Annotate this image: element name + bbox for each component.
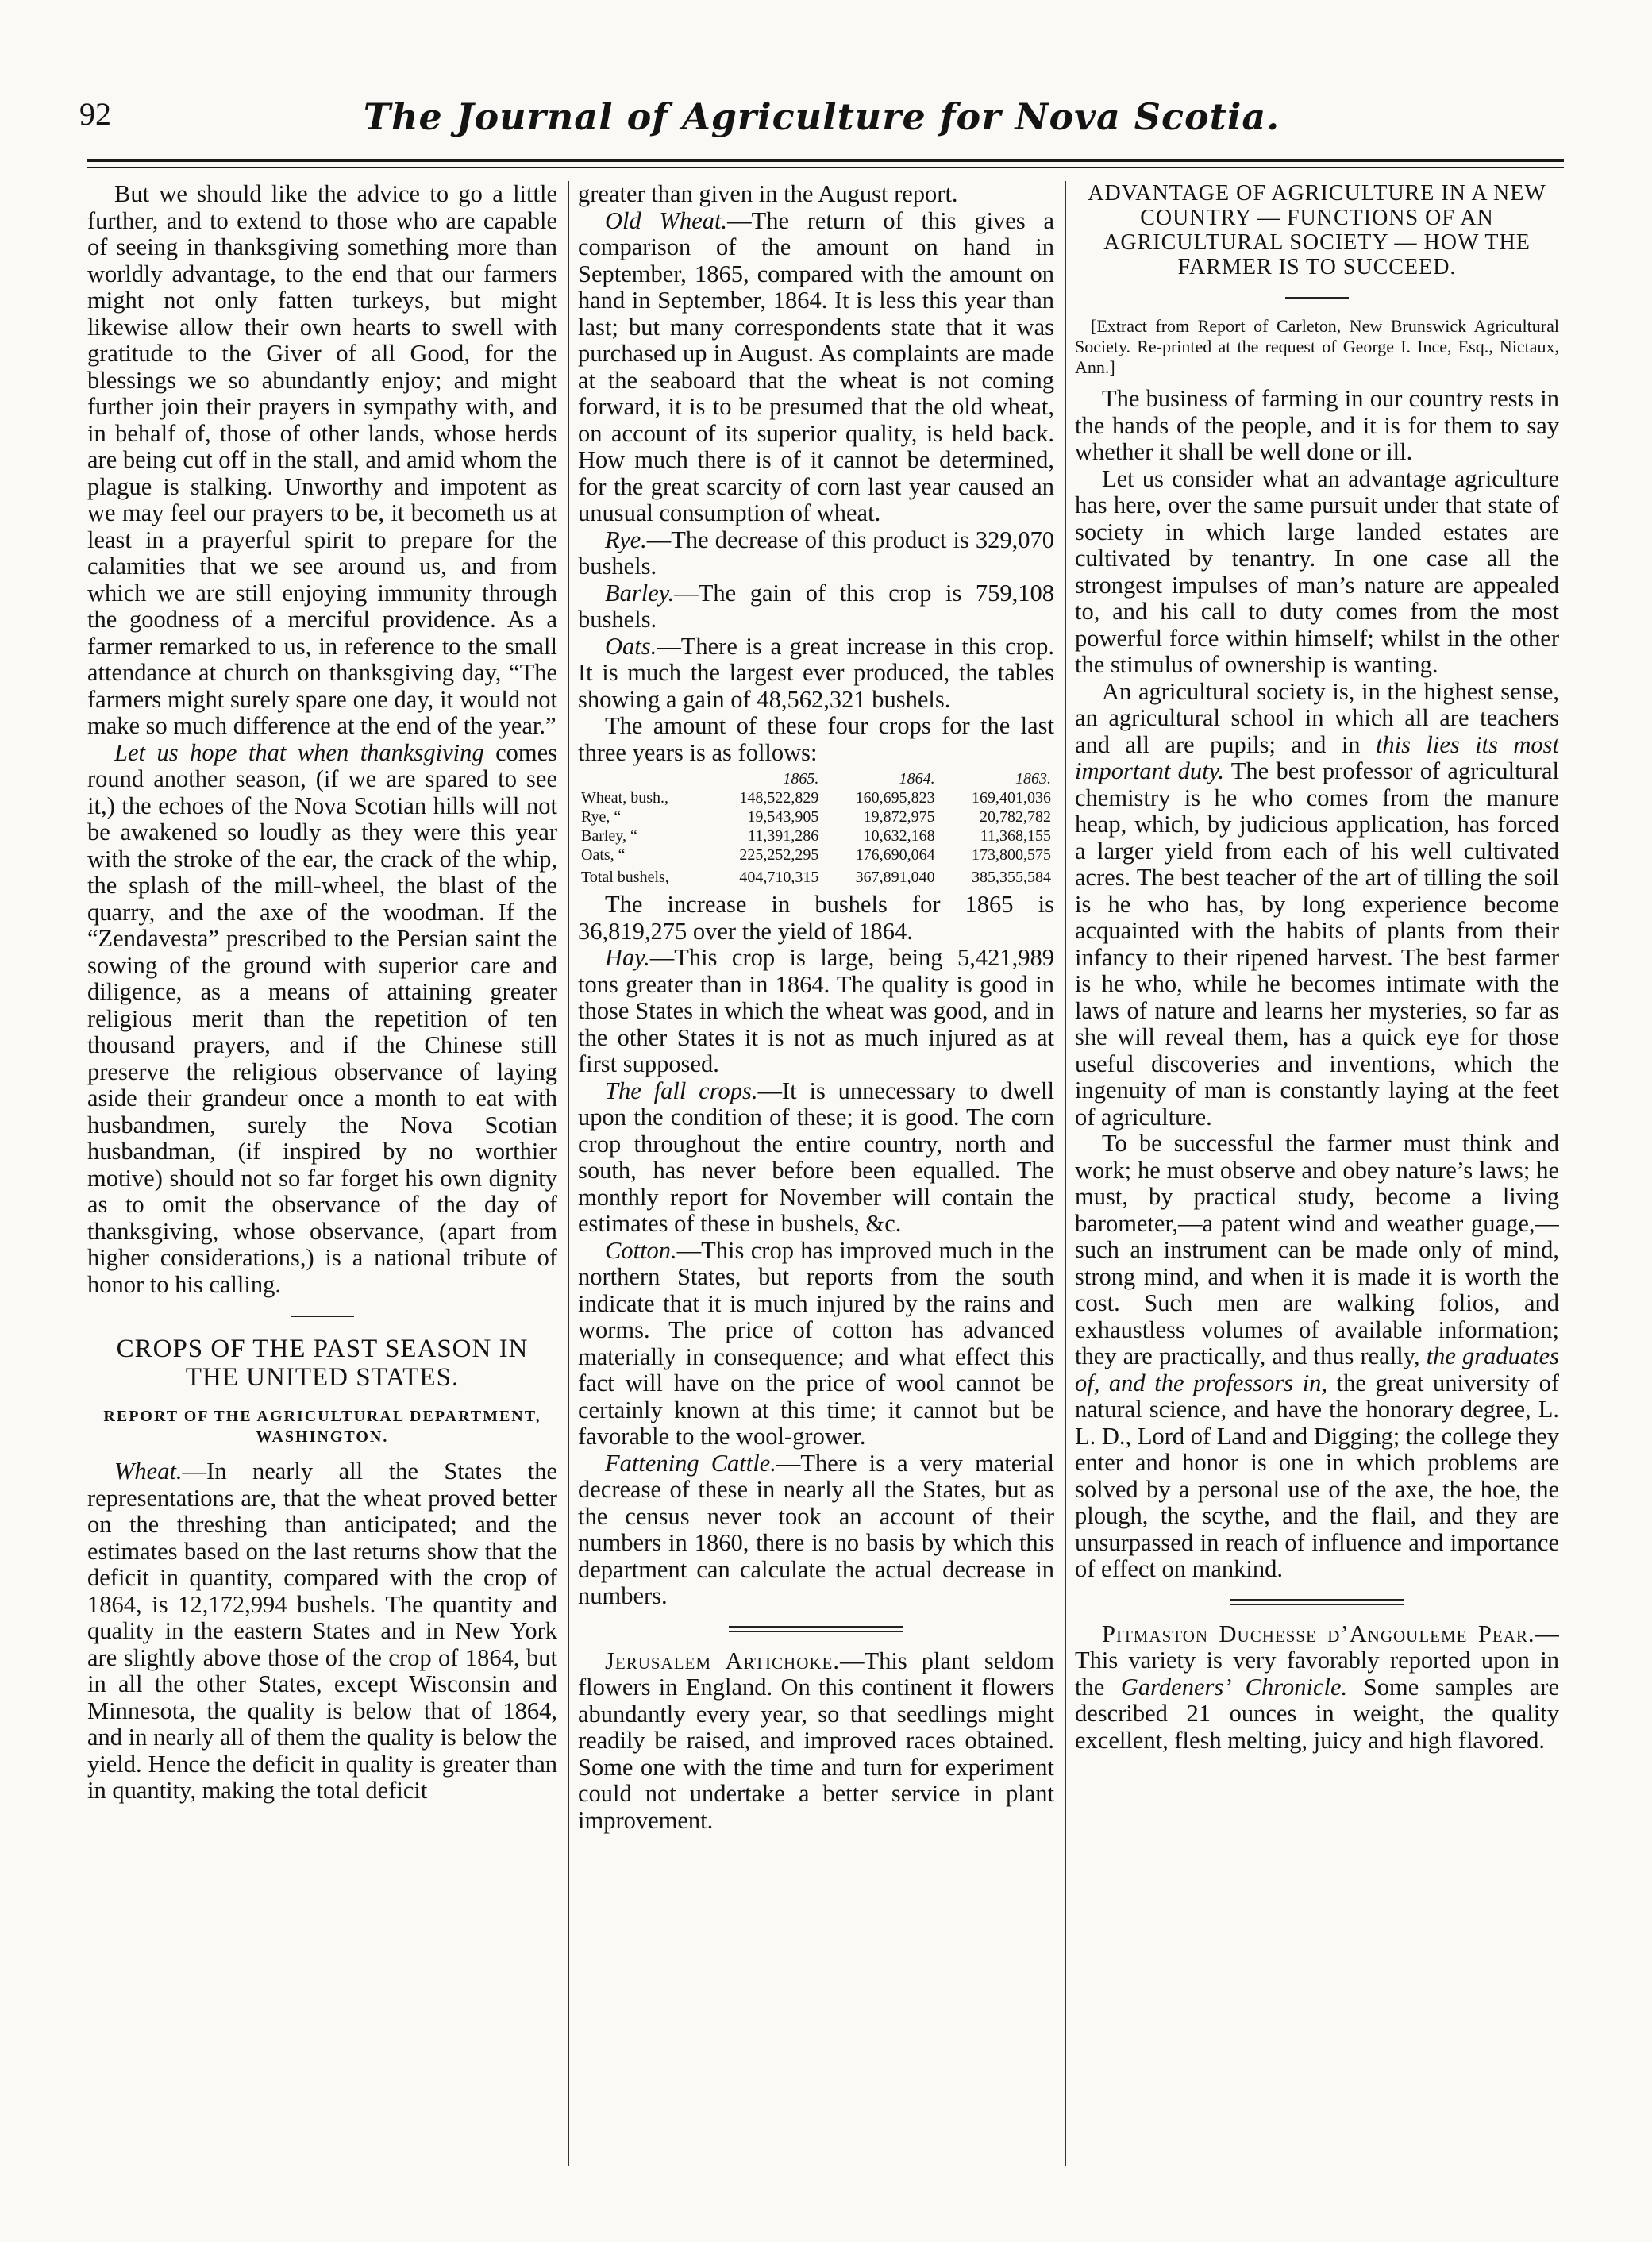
farming-paragraph-3 [1075,679,1559,1131]
old-wheat-text: —The return of this gives a comparison of the amount on hand in September, 1865, compared with the amount on hand in September, 1864. It is less this year than last; but many correspondents state that it was purchased up in August. As complaints are made at the seaboard that the wheat is not coming forward, it is to be presumed that the old wheat, on account of its superior quality, is held back. How much there is of it cannot be determined, for the great scarcity of corn last year caused an unusual consumption of wheat. [578,206,1054,526]
hay-label: Hay. [605,944,650,971]
oats-paragraph [578,634,1054,714]
thanksgiving-paragraph-2-text: comes round another season, (if we are spared to see it,) the echoes of the Nova Scotian hills will not be awakened so loudly as they were this year with the stroke of the ear, the crack of the whip, the splash of the mill-wheel, the blast of the quarry, and the axe of the woodman. If the “Zendavesta” prescribed to the Persian saint the sowing of the ground with superior care and diligence, as a means of attaining greater religious merit than the repetition of ten thousand prayers, and if the Chinese still preserve the religious observance of laying aside their grandeur once a month to eat with husbandmen, surely the Nova Scotian husbandman, (if inspired by no worthier motive) should not so far forget his own dignity as to omit the observance of the day of thanksgiving, whose observance, (apart from higher considerations,) is a national tribute of honor to his calling. [87,738,557,1298]
barley-text: —The gain of this crop is 759,108 bushels. [578,579,1054,633]
thanksgiving-paragraph-1: But we should like the advice to go a little further, and to extend to those who are capable of seeing in thanksgiving something more than worldly advantage, to the end that our farmers might not only fatten turkeys, but might likewise allow their own hearts to swell with gratitude to the Giver of all Good, for the blessings we so abundantly enjoy; and might further join their prayers in sympathy with, and in behalf of, those of other lands, whose herds are being cut off in the stall, and amid whom the plague is stalking. Unworthy and impotent as we may feel our prayers to be, it becometh us at least in a prayerful spirit to prepare for the calamities that we see around us, and from which we are still enjoying immunity through the goodness of a merciful providence. As a farmer remarked to us, in reference to the small attendance at church on thanksgiving day, “The farmers might surely spare one day, it would not make so much difference at the end of the year.” [87,181,557,739]
pear-paragraph [1075,1621,1559,1755]
old-wheat-paragraph [578,208,1054,527]
pear-label: Pitmaston Duchesse d’Angouleme Pear. [1102,1620,1535,1647]
column-3 [1075,181,1559,2182]
rye-text: —The decrease of this product is 329,070 bushels. [578,526,1054,580]
table-cell: 385,355,584 [938,865,1054,888]
pear-italic: Gardeners’ Chronicle. [1120,1673,1348,1701]
column-1 [87,181,557,2182]
old-wheat-label: Old Wheat. [605,206,728,234]
thanksgiving-paragraph-2 [87,740,557,1299]
amount-intro: The amount of these four crops for the last three years is as follows: [578,712,1054,766]
farming-paragraph-4-a: To be successful the farmer must think and work; he must observe and obey nature’s laws; he must, by practical study, become a living barometer,—a patent wind and weather guage,—such an instrument can be made only of mind, strong mind, and when it is made it is worth the cost. Such men are walking folios, and exhaustless volumes of available information; they are practically, and thus really, [1075,1130,1559,1369]
table-cell: 225,252,295 [739,846,819,864]
fall-crops-text: —It is unnecessary to dwell upon the condition of these; it is good. The corn crop throughout the entire country, north and south, has never before been equalled. The monthly report for November will contain the estimates of these in bushels, &c. [578,1077,1054,1237]
crops-table-header: 1865. [783,770,819,788]
farming-paragraph-4 [1075,1131,1559,1583]
crops-table-header [578,769,706,788]
barley-paragraph [578,580,1054,634]
column-divider-2 [1065,181,1066,2166]
wheat-label: Wheat. [114,1458,183,1485]
table-cell: 19,872,975 [863,808,935,826]
page-header [71,95,1572,143]
table-row [578,846,1054,865]
farming-paragraph-1: The business of farming in our country rests in the hands of the people, and it is for them to say whether it shall be well done or ill. [1075,385,1559,465]
table-cell: 367,891,040 [822,865,938,888]
table-cell: 148,522,829 [739,789,819,807]
double-rule-separator [1230,1599,1404,1605]
artichoke-text: —This plant seldom flowers in England. On this continent it flowers abundantly every year, so that seedlings might readily be raised, and improved races obtained. Some one with the time and turn for experiment could not undertake a better service in plant improvement. [578,1647,1054,1834]
crops-subheading: REPORT OF THE AGRICULTURAL DEPARTMENT, WASHINGTON. [103,1408,541,1446]
wheat-paragraph [87,1458,557,1805]
rye-label: Rye. [605,526,647,553]
double-rule-separator [729,1626,903,1632]
artichoke-paragraph [578,1648,1054,1835]
advantage-heading: ADVANTAGE OF AGRICULTURE IN A NEW COUNTRY — FUNCTIONS OF AN AGRICULTURAL SOCIETY — HOW THE FARMER IS TO SUCCEED. [1088,181,1546,279]
fall-crops-paragraph [578,1078,1054,1238]
table-cell: 19,543,905 [747,808,819,826]
wheat-text: —In nearly all the States the representations are, that the wheat proved better on the threshing than anticipated; and the estimates based on the last returns show that the deficit in quantity, compared with the crop of 1864, is 12,172,994 bushels. The quantity and quality in the eastern States and in New York are slightly above those of the crop of 1864, but in all the other States, except Wisconsin and Minnesota, the quality is below that of 1864, and in nearly all of them the quality is below the yield. Hence the deficit in quality is greater than in quantity, making the total deficit [87,1458,557,1804]
pear-text-2: Some samples are described 21 ounces in weight, the quality excellent, flesh melting, juicy and high flavored. [1075,1673,1559,1754]
table-cell: 169,401,036 [972,789,1051,807]
table-cell: 404,710,315 [706,865,822,888]
rye-paragraph [578,527,1054,580]
barley-label: Barley. [605,579,675,607]
oats-label: Oats. [605,632,657,660]
cattle-text: —There is a very material decrease of these in nearly all the States, but as the census never took an account of their numbers in 1860, there is no basis by which this department can calculate the actual decrease in numbers. [578,1449,1054,1609]
farming-paragraph-4-b: the great university of natural science, and have the honorary degree, L. L. D., Lord of Land and Digging; the college they enter and honor is one in which problems are solved by a personal use of the axe, the hoe, the plough, the scythe, and the flail, and they are unsurpassed in reach of influence and importance of effect on mankind. [1075,1369,1559,1582]
farming-paragraph-3-italic: this lies its most important duty. [1075,730,1559,784]
crops-heading: CROPS OF THE PAST SEASON IN THE UNITED STATES. [116,1335,529,1392]
extract-note: [Extract from Report of Carleton, New Brunswick Agricultural Society. Re-printed at the request of George I. Ince, Esq., Nictaux, Ann.] [1075,316,1559,377]
table-row [578,807,1054,826]
pear-text-1: — This variety is very favorably reported upon in the [1075,1620,1559,1701]
cotton-paragraph [578,1238,1054,1450]
column-2 [578,181,1054,2182]
farming-paragraph-3-b: The best professor of agricultural chemistry is he who comes from the manure heap, which, by judicious application, has forced a larger yield from each of his well cultivated acres. The best teacher of the art of tilling the soil is he who has, by long experience become acquainted with the habits of plants from their infancy to their ripened harvest. The best farmer is he who, while he becomes intimate with the laws of nature and learns her mysteries, so far as she will reveal them, has a quick eye for those useful discoveries and inventions, which the ingenuity of man is constantly laying at the feet of agriculture. [1075,757,1559,1131]
table-total-row [578,865,1054,888]
table-row [578,826,1054,846]
table-cell: Rye, “ [581,808,622,826]
hay-text: —This crop is large, being 5,421,989 tons greater than in 1864. The quality is good in those States in which the wheat was good, and in the other States it is not as much injured as at first supposed. [578,944,1054,1077]
farming-paragraph-2: Let us consider what an advantage agriculture has here, over the same pursuit under that state of society in which large landed estates are cultivated by tenantry. In one case all the strongest impulses of man’s nature are appealed to, and his call to duty comes from the most powerful force within himself; whilst in the other the stimulus of ownership is wanting. [1075,464,1559,678]
wheat-continuation: greater than given in the August report. [578,181,958,207]
artichoke-label: Jerusalem Artichoke. [605,1647,840,1674]
heading-separator [1285,297,1349,299]
table-cell: Total bushels, [578,865,706,888]
table-cell: 10,632,168 [863,827,935,845]
farming-paragraph-4-italic: the graduates of, and the professors in, [1075,1343,1559,1396]
increase-paragraph: The increase in bushels for 1865 is 36,819,275 over the yield of 1864. [578,891,1054,945]
table-cell: Barley, “ [581,827,637,845]
table-cell: Oats, “ [581,846,626,864]
cattle-label: Fattening Cattle. [605,1449,776,1477]
column-divider-1 [568,181,569,2166]
crops-table-header-row [578,769,1054,788]
header-rule-thin [87,167,1564,168]
journal-title: The Journal of Agriculture for Nova Scotia. [363,95,1280,138]
table-cell: 11,368,155 [980,827,1051,845]
crops-table [578,769,1054,887]
hay-paragraph [578,945,1054,1078]
table-cell: 160,695,823 [855,789,935,807]
farming-paragraph-3-a: An agricultural society is, in the highest sense, an agricultural school in which all are teachers and all are pupils; and in [1075,677,1559,758]
header-rule-thick [87,159,1564,162]
section-separator [291,1316,354,1317]
table-cell: 20,782,782 [980,808,1051,826]
crops-table-header: 1864. [899,770,935,788]
table-cell: Wheat, bush., [581,789,668,807]
fall-crops-label: The fall crops. [605,1077,758,1104]
table-cell: 173,800,575 [972,846,1051,864]
thanksgiving-italic: Let us hope that when thanksgiving [114,738,484,766]
crops-table-header: 1863. [1015,770,1051,788]
oats-text: —There is a great increase in this crop. It is much the largest ever produced, the tables showing a gain of 48,562,321 bushels. [578,632,1054,713]
table-cell: 11,391,286 [748,827,819,845]
page-number: 92 [79,96,111,132]
cotton-text: —This crop has improved much in the northern States, but reports from the south indicate that it is much injured by the rains and worms. The price of cotton has advanced materially in consequence; and what effect this fact will have on the price of wool cannot be certainly known at this time; it cannot but be favorable to the wool-grower. [578,1236,1054,1450]
table-row [578,788,1054,807]
table-cell: 176,690,064 [855,846,935,864]
cotton-label: Cotton. [605,1236,677,1264]
cattle-paragraph [578,1450,1054,1610]
